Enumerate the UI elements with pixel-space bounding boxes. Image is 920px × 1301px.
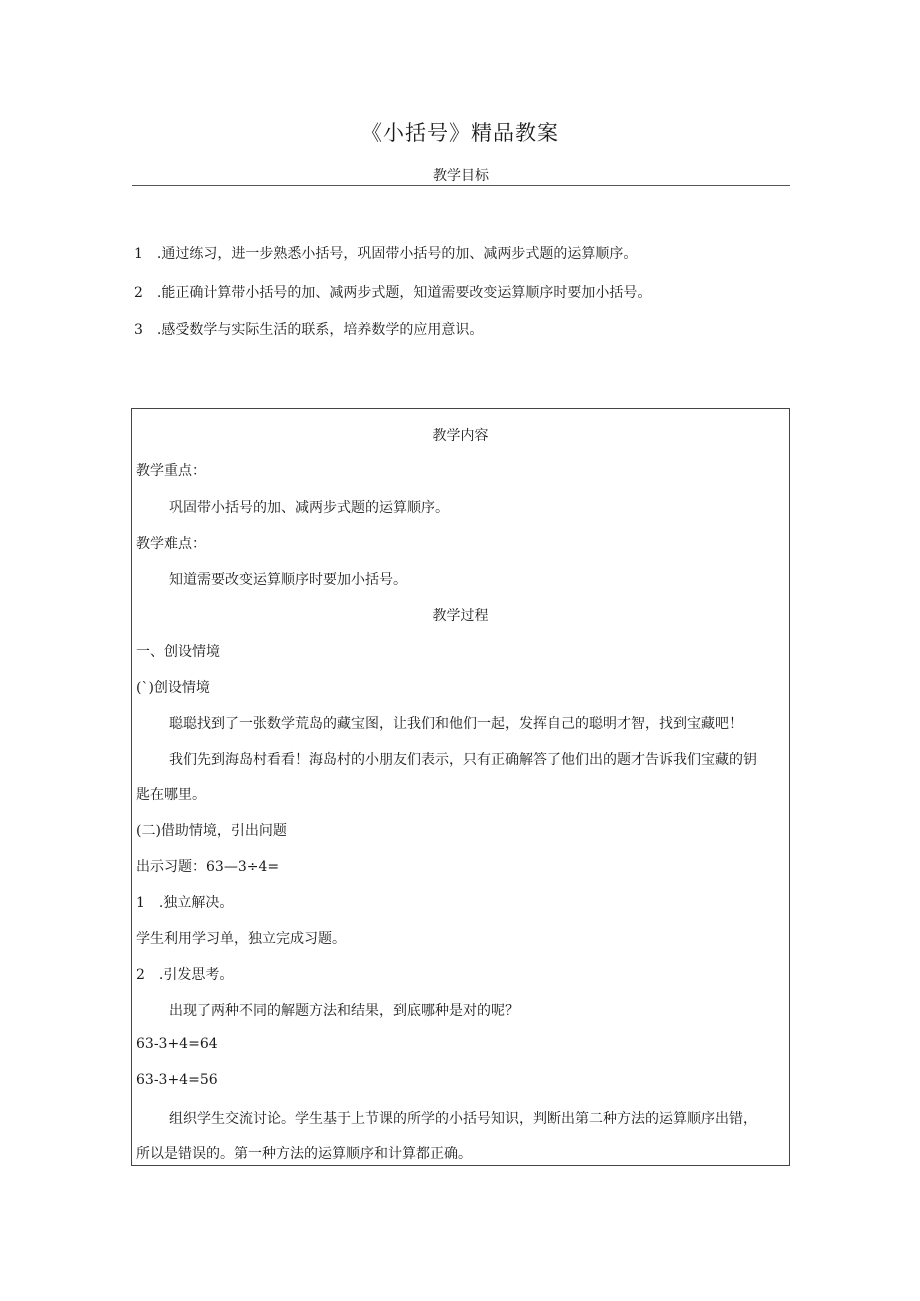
step-one-text: 学生利用学习单，独立完成习题。 (136, 931, 346, 947)
difficulty-text: 知道需要改变运算顺序时要加小括号。 (169, 572, 407, 588)
subsection-one-heading: (`)创设情境 (136, 680, 210, 696)
subsection-two-heading: (二)借助情境，引出问题 (136, 823, 287, 839)
objective-item-1: 1 .通过练习，进一步熟悉小括号，巩固带小括号的加、减两步式题的运算顺序。 (134, 246, 638, 262)
key-point-label: 教学重点： (136, 463, 206, 479)
objective-item-3: 3 .感受数学与实际生活的联系，培养数学的应用意识。 (134, 322, 484, 338)
step-one-heading: 1 .独立解决。 (136, 895, 234, 911)
story-paragraph: 聪聪找到了一张数学荒岛的藏宝图，让我们和他们一起，发挥自己的聪明才智，找到宝藏吧！ (169, 716, 743, 732)
step-two-heading: 2 .引发思考。 (136, 967, 234, 983)
heading-divider (132, 185, 790, 186)
exercise-text: 出示习题：63—3÷4= (136, 859, 280, 875)
objective-item-2: 2 .能正确计算带小括号的加、减两步式题，知道需要改变运算顺序时要加小括号。 (134, 285, 652, 301)
discussion-line2: 所以是错误的。第一种方法的运算顺序和计算都正确。 (136, 1146, 472, 1162)
answer-one: 63-3+4=64 (136, 1036, 218, 1052)
content-heading: 教学内容 (432, 428, 489, 444)
process-heading: 教学过程 (432, 608, 489, 624)
part-one-heading: 一、创设情境 (136, 644, 220, 660)
teaching-content-table (131, 408, 790, 1166)
question-text: 出现了两种不同的解题方法和结果，到底哪种是对的呢？ (169, 1003, 519, 1019)
document-title: 《小括号》精品教案 (361, 121, 559, 145)
village-paragraph-line2: 匙在哪里。 (136, 787, 206, 803)
key-point-text: 巩固带小括号的加、减两步式题的运算顺序。 (169, 500, 449, 516)
answer-two: 63-3+4=56 (136, 1072, 218, 1088)
difficulty-label: 教学难点： (136, 536, 206, 552)
objectives-heading: 教学目标 (433, 168, 489, 184)
discussion-line1: 组织学生交流讨论。学生基于上节课的所学的小括号知识，判断出第二种方法的运算顺序出错， (169, 1111, 757, 1127)
village-paragraph-line1: 我们先到海岛村看看！海岛村的小朋友们表示，只有正确解答了他们出的题才告诉我们宝藏的钥 (169, 752, 757, 768)
